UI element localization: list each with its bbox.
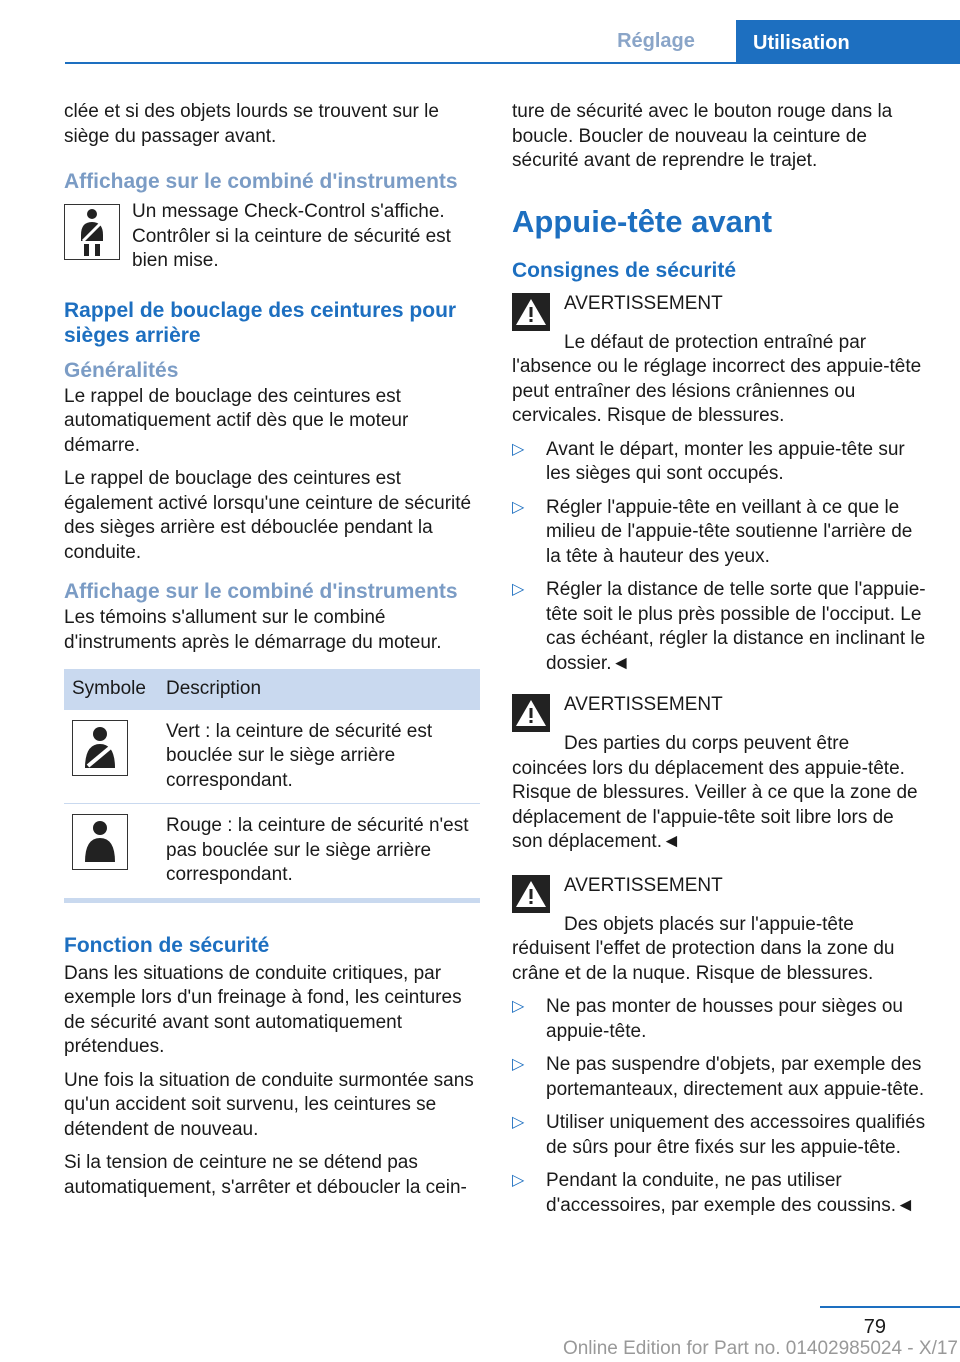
list-item: ▷ Régler la distance de telle sorte que l'appuie-tête soit le plus près possible de l'occiput. Le cas échéant, régler la distance en inclinant le dossier.◄ [512,578,928,676]
continuation-paragraph: ture de sécurité avec le bouton rouge dans la boucle. Boucler de nouveau la ceinture de sécurité avant de reprendre le trajet. [512,101,893,171]
list-item: ▷ Ne pas monter de housses pour sièges ou appuie-tête. [512,995,928,1044]
list-item: ▷ Avant le départ, monter les appuie-tête sur les sièges qui sont occupés. [512,438,928,487]
warning-triangle-icon [512,293,550,331]
temoins-paragraph: Les témoins s'allument sur le combiné d'instruments après le démarrage du moteur. [64,607,442,653]
warning-text: Des parties du corps peuvent être coincées lors du déplacement des appuie-tête. Risque de blessures. Veiller à ce que la zone de déplacement de l'appuie-tête soit libre lors de son déplacement.◄ [512,733,918,852]
warning-text: Le défaut de protection entraîné par l'absence ou le réglage incorrect des appuie-tête peut entraîner des lésions crâniennes ou cervicales. Risque de blessures. [512,331,922,426]
heading-affichage-1: Affichage sur le combiné d'instruments [64,170,458,193]
intro-paragraph: clée et si des objets lourds se trouvent sur le siège du passager avant. [64,101,439,147]
heading-generalites: Généralités [64,358,179,382]
generalites-p1: Le rappel de bouclage des ceintures est automatiquement actif dès que le moteur démarre. [64,385,409,456]
warning-triangle-icon [512,694,550,732]
checkcontrol-text: Un message Check-Control s'affiche. Contrôler si la ceinture de sécurité est bien mise. [132,201,451,271]
warning-title: AVERTISSEMENT [564,694,723,715]
table-row [64,804,480,901]
generalites-p2: Le rappel de bouclage des ceintures est également activé lorsqu'une ceinture de sécurité des sièges arrière est débouclée pendant la conduite. [64,468,472,563]
heading-appuie-tete: Appuie-tête avant [512,203,773,239]
warning-text: Des objets placés sur l'appuie-tête réduisent l'effet de protection dans la zone du crâne et de la nuque. Risque de blessures. [512,913,895,984]
fonction-p1: Dans les situations de conduite critiques, par exemple lors d'un freinage à fond, les ceintures de sécurité avant sont automatiquement prétendues. [64,962,462,1057]
list-item: ▷ Utiliser uniquement des accessoires qualifiés de sûrs pour être fixés sur les appuie-tête. [512,1111,928,1160]
page-number: 79 [863,1316,886,1338]
warning-block [512,873,928,913]
warning-triangle-icon [512,875,550,913]
list-item: ▷ Pendant la conduite, ne pas utiliser d'accessoires, par exemple des coussins.◄ [512,1169,928,1218]
list-accessoires [512,995,928,1218]
fonction-p2: Une fois la situation de conduite surmontée sans qu'un accident soit survenu, les ceintures se détendent de nouveau. [64,1069,474,1140]
seatbelt-unfastened-icon [72,814,128,870]
list-appuie-tete [512,438,928,677]
table-row [64,710,480,804]
warning-block [512,692,928,732]
symbol-table [64,669,480,903]
table-header-symbole: Symbole [64,669,158,710]
footer-edition: Online Edition for Part no. 01402985024 - X/17 [562,1338,958,1359]
seatbelt-warning-icon [64,204,120,260]
warning-block [512,291,928,331]
table-header-description: Description [158,669,480,710]
seatbelt-fastened-icon [72,720,128,776]
list-item: ▷ Régler l'appuie-tête en veillant à ce que le milieu de l'appuie-tête soutienne l'arrière de la tête à hauteur des yeux. [512,496,928,570]
fonction-p3: Si la tension de ceinture ne se détend pas automatiquement, s'arrêter et déboucler la cein- [64,1152,467,1198]
left-column [64,100,480,1209]
table-cell-vert: Vert : la ceinture de sécurité est bouclée sur le siège arrière correspondant. [158,710,480,804]
heading-rappel: Rappel de bouclage des ceintures pour sièges arrière [64,298,457,347]
list-item: ▷ Ne pas suspendre d'objets, par exemple des portemanteaux, directement aux appuie-tête. [512,1053,928,1102]
tab-reglage[interactable]: Réglage [617,30,695,52]
right-column [512,100,928,1227]
warning-title: AVERTISSEMENT [564,874,723,896]
heading-consignes: Consignes de sécurité [512,258,737,282]
heading-affichage-2: Affichage sur le combiné d'instruments [64,580,458,603]
checkcontrol-block [64,200,480,274]
footer-rule [820,1306,960,1308]
table-cell-rouge: Rouge : la ceinture de sécurité n'est pas bouclée sur le siège arrière correspondant. [166,815,469,885]
warning-title: AVERTISSEMENT [564,292,723,314]
tab-utilisation[interactable]: Utilisation [736,20,960,62]
heading-fonction: Fonction de sécurité [64,933,270,957]
